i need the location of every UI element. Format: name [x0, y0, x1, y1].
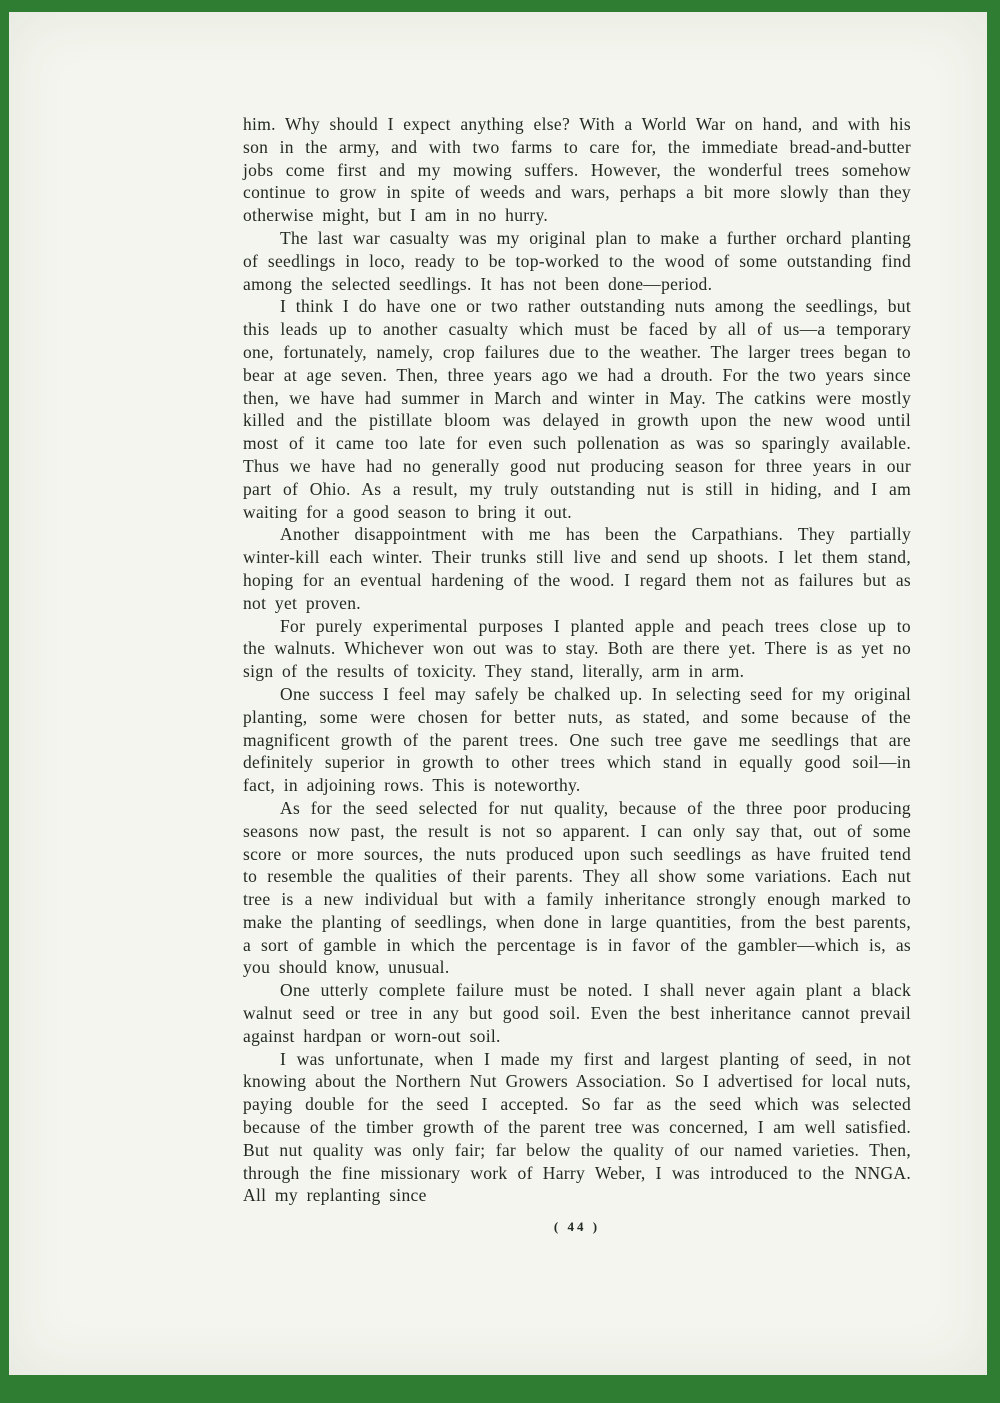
paragraph: The last war casualty was my original plan to make a further orchard planting of seedlings in loco, ready to be top-worked to the wood of some outstanding find among the selected seedlings. It has not been done—period. [243, 227, 911, 294]
scanned-page-paper [9, 12, 987, 1375]
paragraph: Another disappointment with me has been the Carpathians. They partially winter-kill each winter. Their trunks still live and send up shoots. I let them stand, hoping for an eventual hardening of the wood. I regard them not as failures but as not yet proven. [243, 524, 911, 613]
text-column [243, 113, 911, 1239]
paragraph: I think I do have one or two rather outstanding nuts among the seedlings, but this leads up to another casualty which must be faced by all of us—a temporary one, fortunately, namely, crop failures due to the weather. The larger trees began to bear at age seven. Then, three years ago we had a drouth. For the two years since then, we have had summer in March and winter in May. The catkins were mostly killed and the pistillate bloom was delayed in growth upon the new wood until most of it came too late for even such pollenation as was so sparingly available. Thus we have had no generally good nut producing season for three years in our part of Ohio. As a result, my truly outstanding nut is still in hiding, and I am waiting for a good season to bring it out. [243, 296, 911, 522]
paragraph: As for the seed selected for nut quality, because of the three poor producing seasons now past, the result is not so apparent. I can only say that, out of some score or more sources, the nuts produced upon such seedlings as have fruited tend to resemble the qualities of their parents. They all show some variations. Each nut tree is a new individual but with a family inheritance strongly enough marked to make the planting of seedlings, when done in large quantities, from the best parents, a sort of gamble in which the percentage is in favor of the gambler—which is, as you should know, unusual. [243, 797, 911, 978]
page-number: ( 44 ) [553, 1219, 601, 1235]
paragraph: One success I feel may safely be chalked up. In selecting seed for my original planting, some were chosen for better nuts, as stated, and some because of the magnificent growth of the parent trees. One such tree gave me seedlings that are definitely superior in growth to other trees which stand in equally good soil—in fact, in adjoining rows. This is noteworthy. [243, 683, 911, 796]
paragraph: I was unfortunate, when I made my first and largest planting of seed, in not knowing about the Northern Nut Growers Association. So I advertised for local nuts, paying double for the seed I accepted. So far as the seed which was selected because of the timber growth of the parent tree was concerned, I am well satisfied. But nut quality was only fair; far below the quality of our named varieties. Then, through the fine missionary work of Harry Weber, I was introduced to the NNGA. All my replanting since [243, 1048, 911, 1206]
paragraph: For purely experimental purposes I planted apple and peach trees close up to the walnuts. Whichever won out was to stay. Both are there yet. There is as yet no sign of the results of toxicity. They stand, literally, arm in arm. [243, 615, 911, 682]
paragraph: One utterly complete failure must be noted. I shall never again plant a black walnut seed or tree in any but good soil. Even the best inheritance cannot prevail against hardpan or worn-out soil. [243, 980, 911, 1046]
paragraph: him. Why should I expect anything else? With a World War on hand, and with his son in the army, and with two farms to care for, the immediate bread-and-butter jobs come first and my mowing suffers. However, the wonderful trees somehow continue to grow in spite of weeds and wars, perhaps a bit more slowly than they otherwise might, but I am in no hurry. [243, 114, 911, 226]
